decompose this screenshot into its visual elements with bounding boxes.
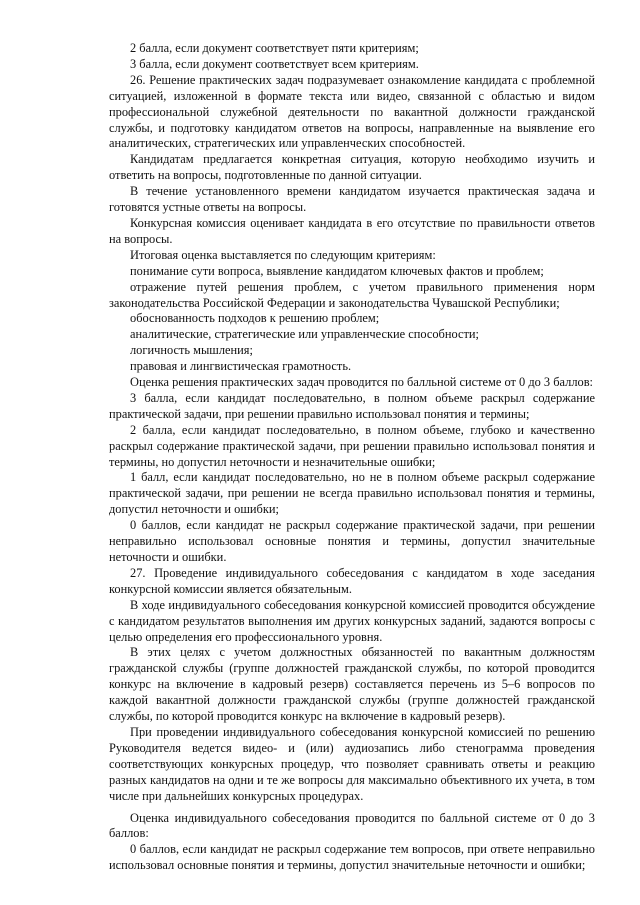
paragraph: Конкурсная комиссия оценивает кандидата в его отсутствие по правильности ответов на вопросы. — [109, 215, 595, 246]
paragraph: Оценка индивидуального собеседования проводится по балльной системе от 0 до 3 баллов: — [109, 810, 595, 841]
paragraph: В этих целях с учетом должностных обязанностей по вакантным должностям гражданской службы (группе должностей гражданской службы, по которой проводится конкурс на включение в кадровый резерв) составляется перечень из 5–6 вопросов по каждой вакантной должности гражданской службы (группе должностей гражданской службы, по которой проводится конкурс на включение в кадровый резерв). — [109, 645, 595, 724]
paragraph: 26. Решение практических задач подразумевает ознакомление кандидата с проблемной ситуацией, изложенной в формате текста или видео, связанной с областью и видом профессиональной служебной деятельности по вакантной должности гражданской службы, и подготовку кандидатом ответов на вопросы, направленные на выявление его аналитических, стратегических или управленческих способностей. — [109, 72, 595, 151]
paragraph: В ходе индивидуального собеседования конкурсной комиссией проводится обсуждение с кандидатом результатов выполнения им других конкурсных заданий, задаются вопросы с целью определения его профессионального уровня. — [109, 597, 595, 644]
paragraph: Оценка решения практических задач проводится по балльной системе от 0 до 3 баллов: — [130, 375, 593, 390]
paragraph: 2 балла, если кандидат последовательно, в полном объеме, глубоко и качественно раскрыл содержание практической задачи, при решении правильно использовал понятия и термины, но допустил неточности и незначительные ошибки; — [109, 422, 595, 469]
paragraph: 0 баллов, если кандидат не раскрыл содержание практической задачи, при решении неправильно использовал основные понятия и термины, допустил значительные неточности и ошибки. — [109, 518, 595, 564]
document-body — [109, 41, 595, 874]
paragraph: 3 балла, если кандидат последовательно, в полном объеме раскрыл содержание практической задачи, при решении правильно использовал понятия и термины; — [109, 390, 595, 421]
paragraph: 27. Проведение индивидуального собеседования с кандидатом в ходе заседания конкурсной комиссии является обязательным. — [109, 565, 595, 596]
paragraph: обоснованность подходов к решению проблем; — [130, 311, 380, 326]
paragraph: При проведении индивидуального собеседования конкурсной комиссией по решению Руководителя ведется видео- и (или) аудиозапись либо стенограмма проведения соответствующих конкурсных процедур, что позволяет сравнивать ответы и реакцию разных кандидатов на одни и те же вопросы для максимально объективного их учета, в том числе при дальнейших конкурсных процедурах. — [109, 724, 595, 803]
paragraph: логичность мышления; — [130, 343, 253, 358]
paragraph: 3 балла, если документ соответствует всем критериям. — [130, 56, 419, 71]
paragraph: Кандидатам предлагается конкретная ситуация, которую необходимо изучить и ответить на вопросы, подготовленные по данной ситуации. — [109, 152, 595, 183]
paragraph: аналитические, стратегические или управленческие способности; — [130, 327, 479, 342]
paragraph: В течение установленного времени кандидатом изучается практическая задача и готовятся устные ответы на вопросы. — [109, 184, 595, 215]
paragraph: 1 балл, если кандидат последовательно, но не в полном объеме раскрыл содержание практической задачи, при решении не всегда правильно использовал понятия и термины, допустил неточности и ошибки; — [109, 470, 595, 517]
paragraph: 2 балла, если документ соответствует пяти критериям; — [130, 41, 419, 55]
paragraph: правовая и лингвистическая грамотность. — [130, 359, 352, 374]
paragraph: 0 баллов, если кандидат не раскрыл содержание тем вопросов, при ответе неправильно использовал основные понятия и термины, допустил значительные неточности и ошибки; — [109, 842, 595, 873]
paragraph: понимание сути вопроса, выявление кандидатом ключевых фактов и проблем; — [130, 263, 544, 278]
paragraph: отражение путей решения проблем, с учетом правильного применения норм законодательства Российской Федерации и законодательства Чувашской Республики; — [109, 279, 595, 310]
paragraph: Итоговая оценка выставляется по следующим критериям: — [130, 247, 436, 262]
